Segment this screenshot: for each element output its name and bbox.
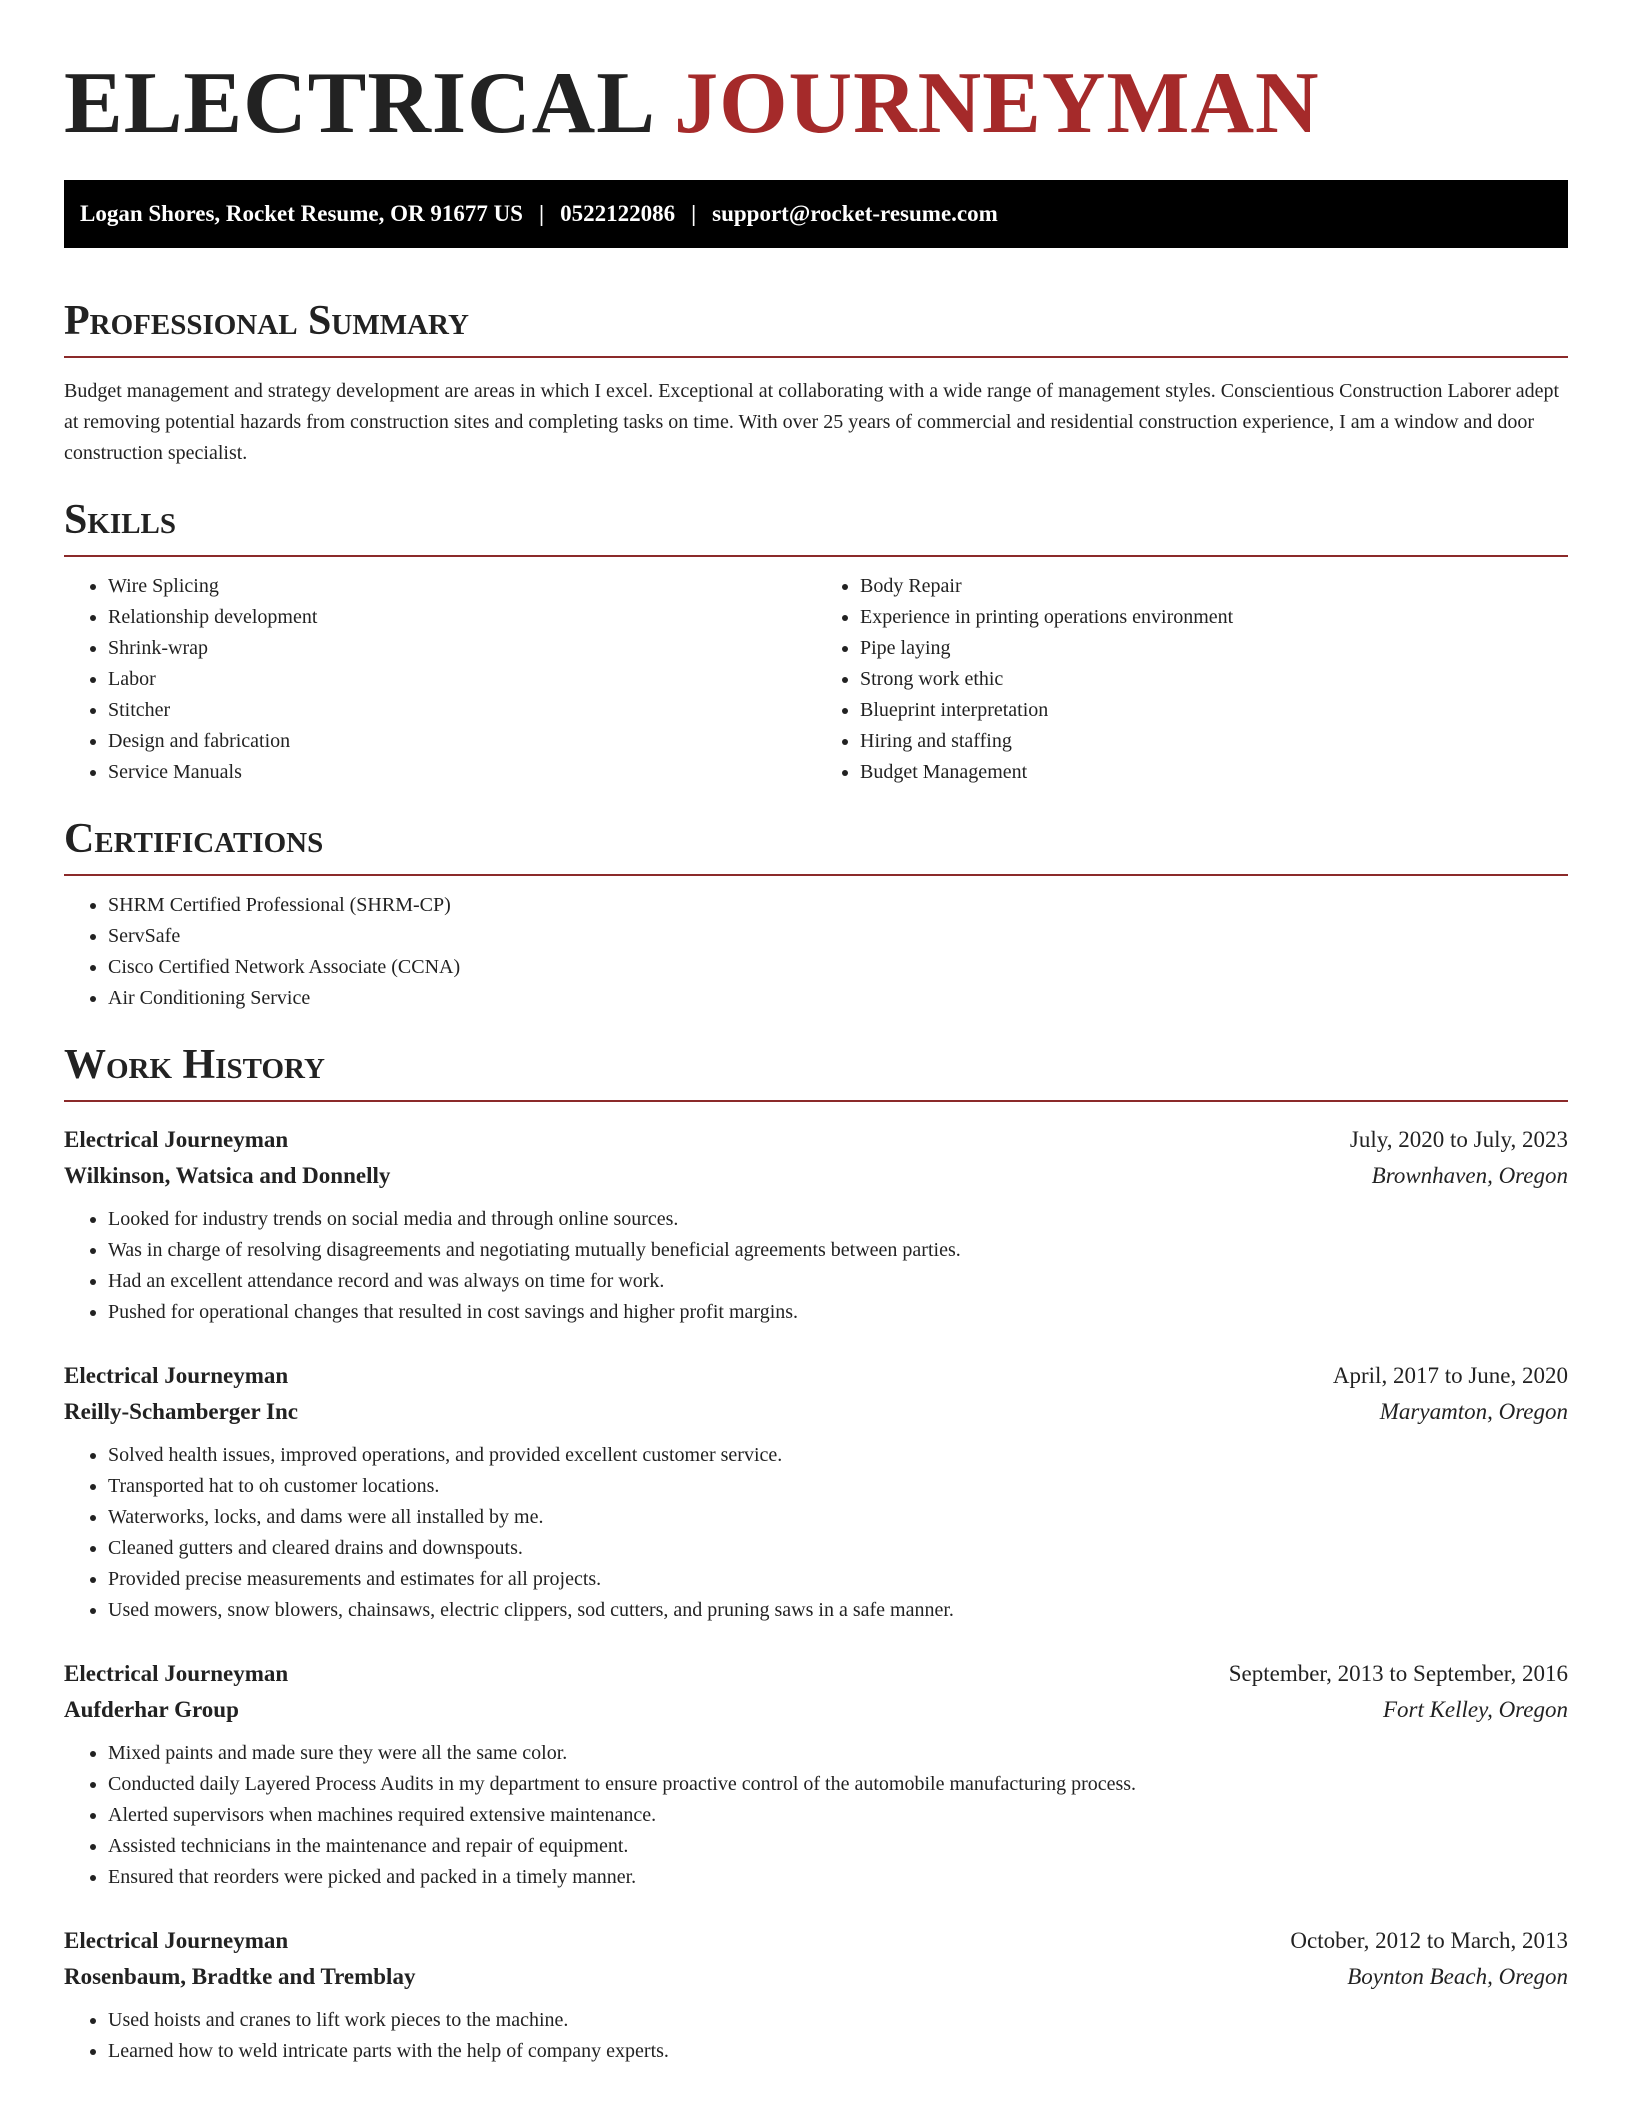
skills-list bbox=[64, 557, 1568, 788]
job-location: Boynton Beach, Oregon bbox=[1347, 1964, 1568, 1989]
job-title: Electrical Journeyman bbox=[64, 1928, 289, 1953]
job-duties bbox=[64, 1738, 1568, 1893]
job-duty-item: • Pushed for operational changes that resulted in cost savings and higher profit margins. bbox=[108, 1297, 1568, 1328]
skill-item: • Service Manuals bbox=[108, 757, 816, 788]
contact-separator: | bbox=[538, 201, 545, 226]
job-duty-item: • Conducted daily Layered Process Audits in my department to ensure proactive control of the automobile manufacturing process. bbox=[108, 1769, 1568, 1800]
title-part-2: JOURNEYMAN bbox=[674, 55, 1320, 152]
skill-item: • Blueprint interpretation bbox=[860, 695, 1568, 726]
skills-column-right bbox=[816, 571, 1568, 788]
title-part-1: ELECTRICAL bbox=[64, 55, 652, 152]
skills-heading: Skills bbox=[64, 497, 177, 543]
job-location: Fort Kelley, Oregon bbox=[1382, 1697, 1568, 1722]
section-divider bbox=[64, 356, 1568, 358]
skill-item: • Pipe laying bbox=[860, 633, 1568, 664]
certification-item: • ServSafe bbox=[108, 921, 1568, 952]
job-duty-item: • Mixed paints and made sure they were all the same color. bbox=[108, 1738, 1568, 1769]
job-dates: April, 2017 to June, 2020 bbox=[1332, 1363, 1568, 1388]
skill-item: • Design and fabrication bbox=[108, 726, 816, 757]
certification-item: • Air Conditioning Service bbox=[108, 983, 1568, 1014]
job-duty-item: • Waterworks, locks, and dams were all installed by me. bbox=[108, 1502, 1568, 1533]
skill-item: • Wire Splicing bbox=[108, 571, 816, 602]
job-entry bbox=[64, 1923, 1568, 2067]
job-dates: July, 2020 to July, 2023 bbox=[1349, 1127, 1568, 1152]
certifications-list bbox=[64, 890, 1568, 1014]
job-duty-item: • Was in charge of resolving disagreements and negotiating mutually beneficial agreements between parties. bbox=[108, 1235, 1568, 1266]
job-duty-item: • Alerted supervisors when machines required extensive maintenance. bbox=[108, 1800, 1568, 1831]
work-history-heading: Work History bbox=[64, 1042, 325, 1088]
job-duty-item: • Cleaned gutters and cleared drains and downspouts. bbox=[108, 1533, 1568, 1564]
job-duty-item: • Used hoists and cranes to lift work pieces to the machine. bbox=[108, 2005, 1568, 2036]
skill-item: • Hiring and staffing bbox=[860, 726, 1568, 757]
section-divider bbox=[64, 1100, 1568, 1102]
job-location: Maryamton, Oregon bbox=[1379, 1399, 1568, 1424]
skills-column-left bbox=[64, 571, 816, 788]
job-duties bbox=[64, 1440, 1568, 1626]
page-title bbox=[64, 55, 1568, 152]
skill-item: • Strong work ethic bbox=[860, 664, 1568, 695]
job-duty-item: • Ensured that reorders were picked and packed in a timely manner. bbox=[108, 1862, 1568, 1893]
job-dates: September, 2013 to September, 2016 bbox=[1228, 1661, 1568, 1686]
skill-item: • Labor bbox=[108, 664, 816, 695]
skill-item: • Shrink-wrap bbox=[108, 633, 816, 664]
job-entry bbox=[64, 1122, 1568, 1328]
job-duties bbox=[64, 1204, 1568, 1328]
job-duty-item: • Had an excellent attendance record and was always on time for work. bbox=[108, 1266, 1568, 1297]
job-duty-item: • Solved health issues, improved operations, and provided excellent customer service. bbox=[108, 1440, 1568, 1471]
job-title: Electrical Journeyman bbox=[64, 1127, 289, 1152]
contact-bar bbox=[64, 180, 1568, 248]
job-dates: October, 2012 to March, 2013 bbox=[1290, 1928, 1568, 1953]
job-entry bbox=[64, 1358, 1568, 1626]
job-title: Electrical Journeyman bbox=[64, 1363, 289, 1388]
skill-item: • Body Repair bbox=[860, 571, 1568, 602]
certification-item: • SHRM Certified Professional (SHRM-CP) bbox=[108, 890, 1568, 921]
job-duty-item: • Transported hat to oh customer locations. bbox=[108, 1471, 1568, 1502]
job-company: Wilkinson, Watsica and Donnelly bbox=[64, 1163, 391, 1188]
skill-item: • Experience in printing operations environment bbox=[860, 602, 1568, 633]
job-duty-item: • Provided precise measurements and estimates for all projects. bbox=[108, 1564, 1568, 1595]
job-duty-item: • Looked for industry trends on social media and through online sources. bbox=[108, 1204, 1568, 1235]
contact-address: Logan Shores, Rocket Resume, OR 91677 US bbox=[80, 201, 523, 226]
contact-phone: 0522122086 bbox=[560, 201, 676, 226]
job-duty-item: • Used mowers, snow blowers, chainsaws, electric clippers, sod cutters, and pruning saws in a safe manner. bbox=[108, 1595, 1568, 1626]
job-duty-item: • Assisted technicians in the maintenance and repair of equipment. bbox=[108, 1831, 1568, 1862]
skill-item: • Relationship development bbox=[108, 602, 816, 633]
job-title: Electrical Journeyman bbox=[64, 1661, 289, 1686]
skill-item: • Budget Management bbox=[860, 757, 1568, 788]
job-entry bbox=[64, 1656, 1568, 1893]
job-location: Brownhaven, Oregon bbox=[1371, 1163, 1568, 1188]
job-company: Reilly-Schamberger Inc bbox=[64, 1399, 299, 1424]
section-divider bbox=[64, 874, 1568, 876]
certification-item: • Cisco Certified Network Associate (CCNA) bbox=[108, 952, 1568, 983]
skill-item: • Stitcher bbox=[108, 695, 816, 726]
summary-heading: Professional Summary bbox=[64, 298, 469, 344]
contact-email: support@rocket-resume.com bbox=[712, 201, 998, 226]
job-duties bbox=[64, 2005, 1568, 2067]
job-company: Rosenbaum, Bradtke and Tremblay bbox=[64, 1964, 416, 1989]
certifications-heading: Certifications bbox=[64, 816, 324, 862]
job-duty-item: • Learned how to weld intricate parts with the help of company experts. bbox=[108, 2036, 1568, 2067]
job-company: Aufderhar Group bbox=[64, 1697, 239, 1722]
contact-separator: | bbox=[691, 201, 697, 226]
summary-text: Budget management and strategy development are areas in which I excel. Exceptional at collaborating with a wide range of management styles. Conscientious Construction Laborer adept at removing potential hazards from construction sites and completing tasks on time. With over 25 years of commercial and residential construction experience, I am a window and door construction specialist. bbox=[64, 380, 1560, 464]
